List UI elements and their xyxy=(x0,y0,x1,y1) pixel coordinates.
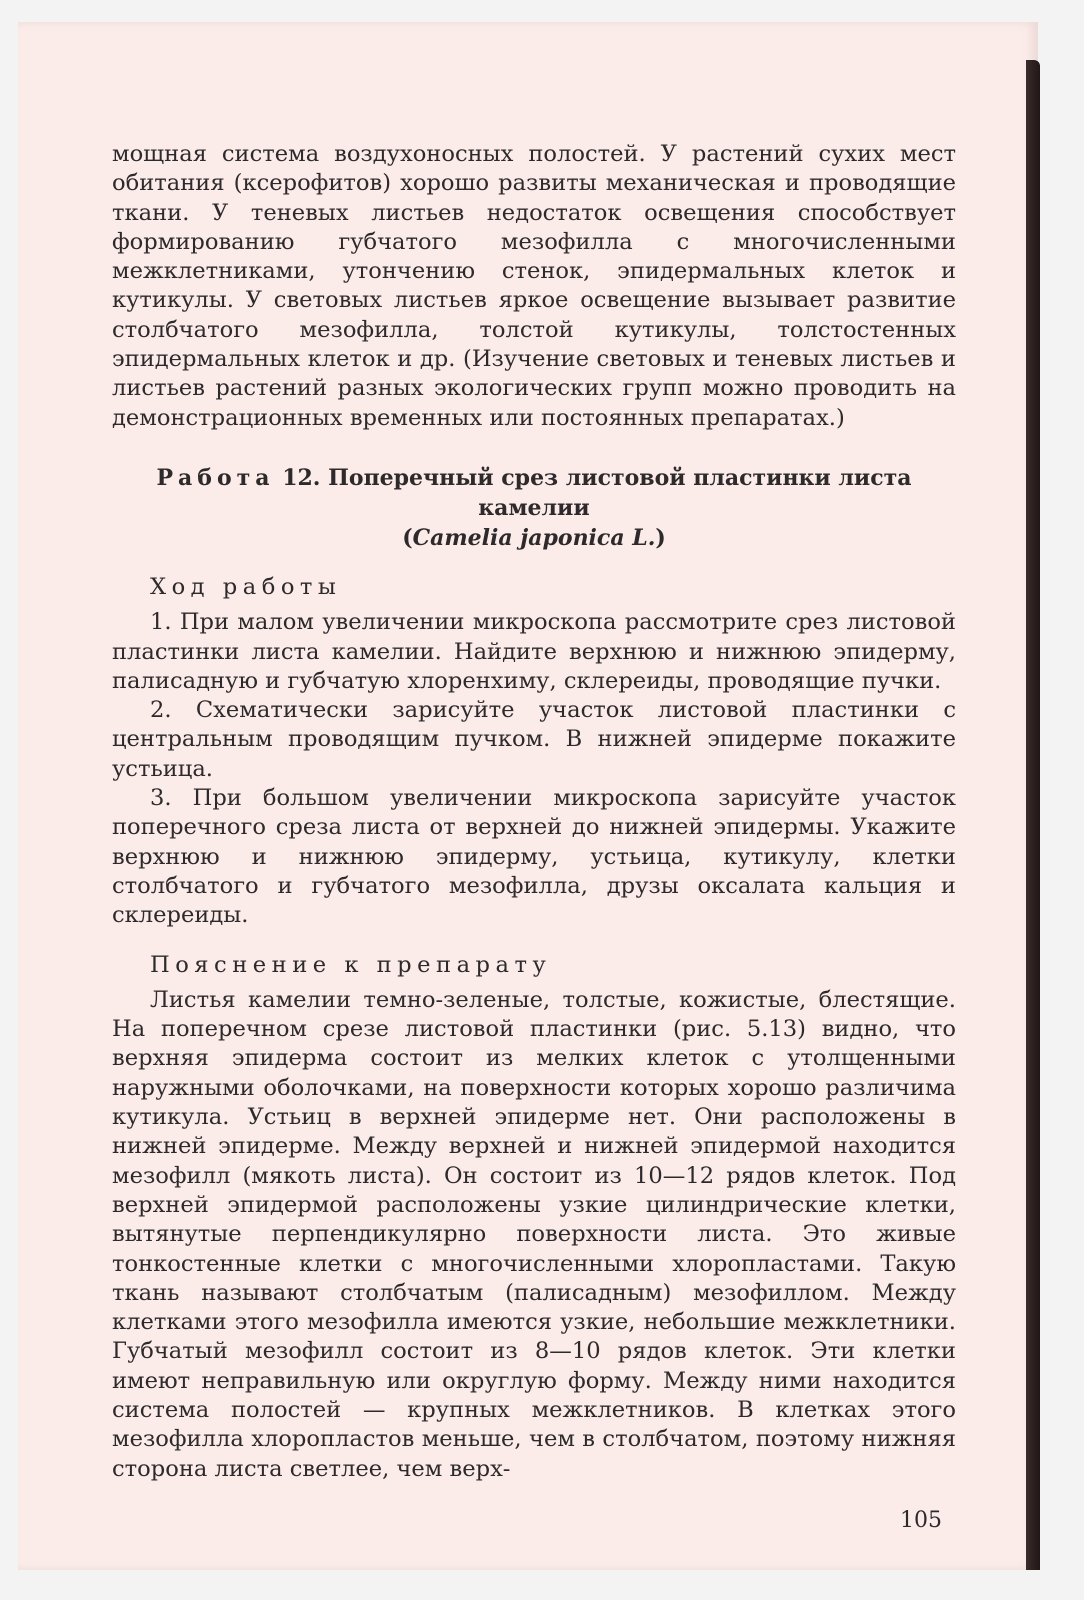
explanation-paragraph: Листья камелии темно-зеленые, толстые, кожистые, блестящие. На поперечном срезе листовой пластинки (рис. 5.13) видно, что верхняя эпидерма состоит из мелких клеток с утолщенными наружными оболочками, на поверхности которых хорошо различима кутикула. Устьиц в верхней эпидерме нет. Они расположены в нижней эпидерме. Между верхней и нижней эпидермой находится мезофилл (мякоть листа). Он состоит из 10—12 рядов клеток. Под верхней эпидермой расположены узкие цилиндрические клетки, вытянутые перпендикулярно поверхности листа. Это живые тонкостенные клетки с многочисленными хлоропластами. Такую ткань называют столбчатым (палисадным) мезофиллом. Между клетками этого мезофилла имеются узкие, небольшие межклетники. Губчатый мезофилл состоит из 8—10 рядов клеток. Эти клетки имеют неправильную или округлую форму. Между ними находится система полостей — крупных межклетников. В клетках этого мезофилла хлоропластов меньше, чем в столбчатом, поэтому нижняя сторона листа светлее, чем верх- xyxy=(112,986,956,1482)
page-number: 105 xyxy=(900,1508,942,1533)
book-spine-edge xyxy=(1026,60,1040,1570)
procedure-step-3: 3. При большом увеличении микроскопа зарисуйте участок поперечного среза листа от верхней до нижней эпидермы. Укажите верхнюю и нижнюю эпидерму, устьица, кутикулу, клетки столбчатого и губчатого мезофилла, друзы оксалата кальция и склереиды. xyxy=(112,785,956,929)
work-heading-prefix: Работа xyxy=(156,464,275,491)
page-content xyxy=(112,140,956,1484)
work-heading-latin: Camelia japonica L. xyxy=(412,524,656,551)
work-heading-title: 12. Поперечный срез листовой пластинки листа камелии xyxy=(282,464,912,521)
procedure-step-1: 1. При малом увеличении микроскопа рассмотрите срез листовой пластинки листа камелии. Найдите верхнюю и нижнюю эпидерму, палисадную и губчатую хлоренхиму, склереиды, проводящие пучки. xyxy=(112,609,956,694)
intro-paragraph: мощная система воздухоносных полостей. У растений сухих мест обитания (ксерофитов) хорошо развиты механическая и проводящие ткани. У теневых листьев недостаток освещения способствует формированию губчатого мезофилла с многочисленными межклетниками, утончению стенок, эпидермальных клеток и кутикулы. У световых листьев яркое освещение вызывает развитие столбчатого мезофилла, толстой кутикулы, толстостенных эпидермальных клеток и др. (Изучение световых и теневых листьев и листьев растений разных экологических групп можно проводить на демонстрационных временных или постоянных препаратах.) xyxy=(112,141,956,431)
explanation-heading: Пояснение к препарату xyxy=(150,951,552,978)
procedure-heading: Ход работы xyxy=(150,573,342,600)
procedure-step-2: 2. Схематически зарисуйте участок листовой пластинки с центральным проводящим пучком. В нижней эпидерме покажите устьица. xyxy=(112,697,956,782)
work-heading-latin-close: ) xyxy=(655,524,666,551)
work-heading-latin-open: ( xyxy=(402,524,413,551)
work-heading xyxy=(112,463,956,553)
